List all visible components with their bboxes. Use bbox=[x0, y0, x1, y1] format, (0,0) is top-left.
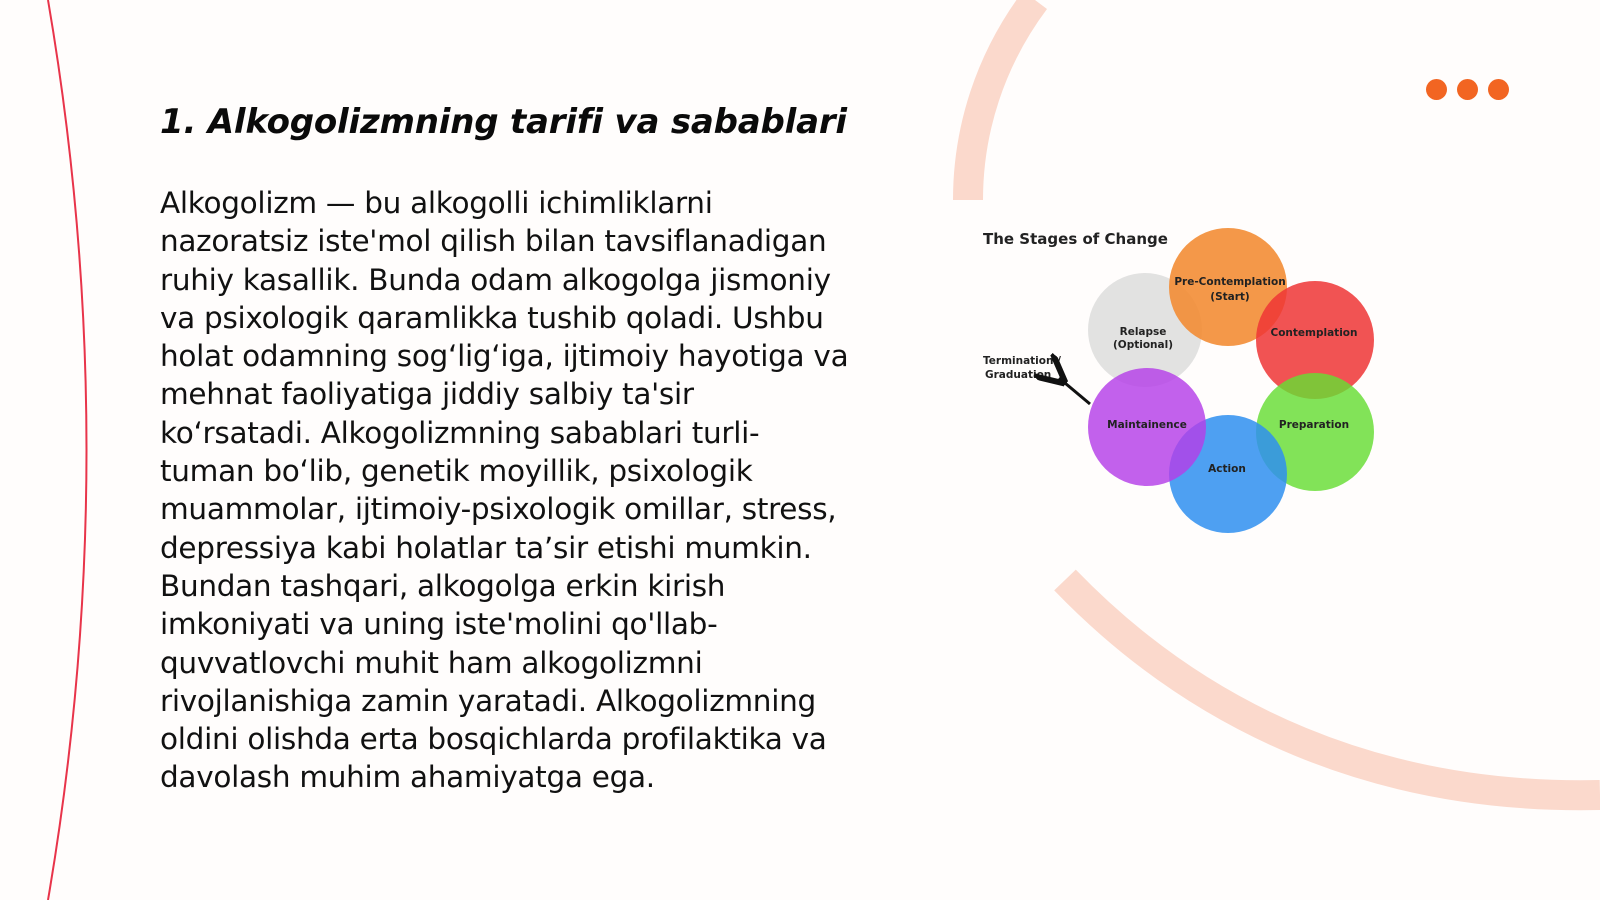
stage-label-action: Action bbox=[1208, 463, 1246, 475]
stage-label-contemplation: Contemplation bbox=[1270, 327, 1358, 339]
bottom-arc bbox=[1065, 580, 1600, 795]
dot-icon bbox=[1488, 79, 1509, 100]
menu-dots bbox=[1426, 79, 1509, 100]
dot-icon bbox=[1457, 79, 1478, 100]
termination-label-line2: Graduation bbox=[985, 369, 1052, 381]
left-curve-line bbox=[48, 0, 87, 900]
body-paragraph: Alkogolizm — bu alkogolli ichimliklarni nazoratsiz iste'mol qilish bilan tavsiflanadigan ruhiy kasallik. Bunda odam alkogolga jismoniy va psixologik qaramlikka tushib qoladi. Ushbu holat odamning sog‘lig‘iga, ijtimoiy hayotiga va mehnat faoliyatiga jiddiy salbiy ta'sir ko‘rsatadi. Alkogolizmning sabablari turli-tuman bo‘lib, genetik moyillik, psixologik muammolar, ijtimoiy-psixologik omillar, stress, depressiya kabi holatlar ta’sir etishi mumkin. Bundan tashqari, alkogolga erkin kirish imkoniyati va uning iste'molini qo'llab-quvvatlovchi muhit ham alkogolizmni rivojlanishiga zamin yaratadi. Alkogolizmning oldini olishda erta bosqichlarda profilaktika va davolash muhim ahamiyatga ega. bbox=[160, 186, 849, 795]
diagram-title: The Stages of Change bbox=[983, 230, 1168, 248]
stages-of-change-diagram bbox=[975, 222, 1395, 552]
slide-title: 1. Alkogolizmning tarifi va sabablari bbox=[160, 102, 847, 142]
stage-label-relapse: Relapse bbox=[1119, 326, 1167, 338]
diagram-svg bbox=[975, 222, 1395, 552]
top-arc bbox=[968, 0, 1035, 200]
stage-label-pre-contemplation: Pre-Contemplation bbox=[1174, 276, 1286, 288]
stage-sublabel-relapse: (Optional) bbox=[1112, 339, 1174, 351]
termination-arrow-icon bbox=[1059, 378, 1090, 404]
dot-icon bbox=[1426, 79, 1447, 100]
stage-label-preparation: Preparation bbox=[1278, 419, 1350, 431]
stage-sublabel-pre-contemplation: (Start) bbox=[1210, 291, 1250, 303]
termination-label-line1: Termination / bbox=[983, 355, 1061, 367]
stage-label-maintainence: Maintainence bbox=[1107, 419, 1187, 431]
